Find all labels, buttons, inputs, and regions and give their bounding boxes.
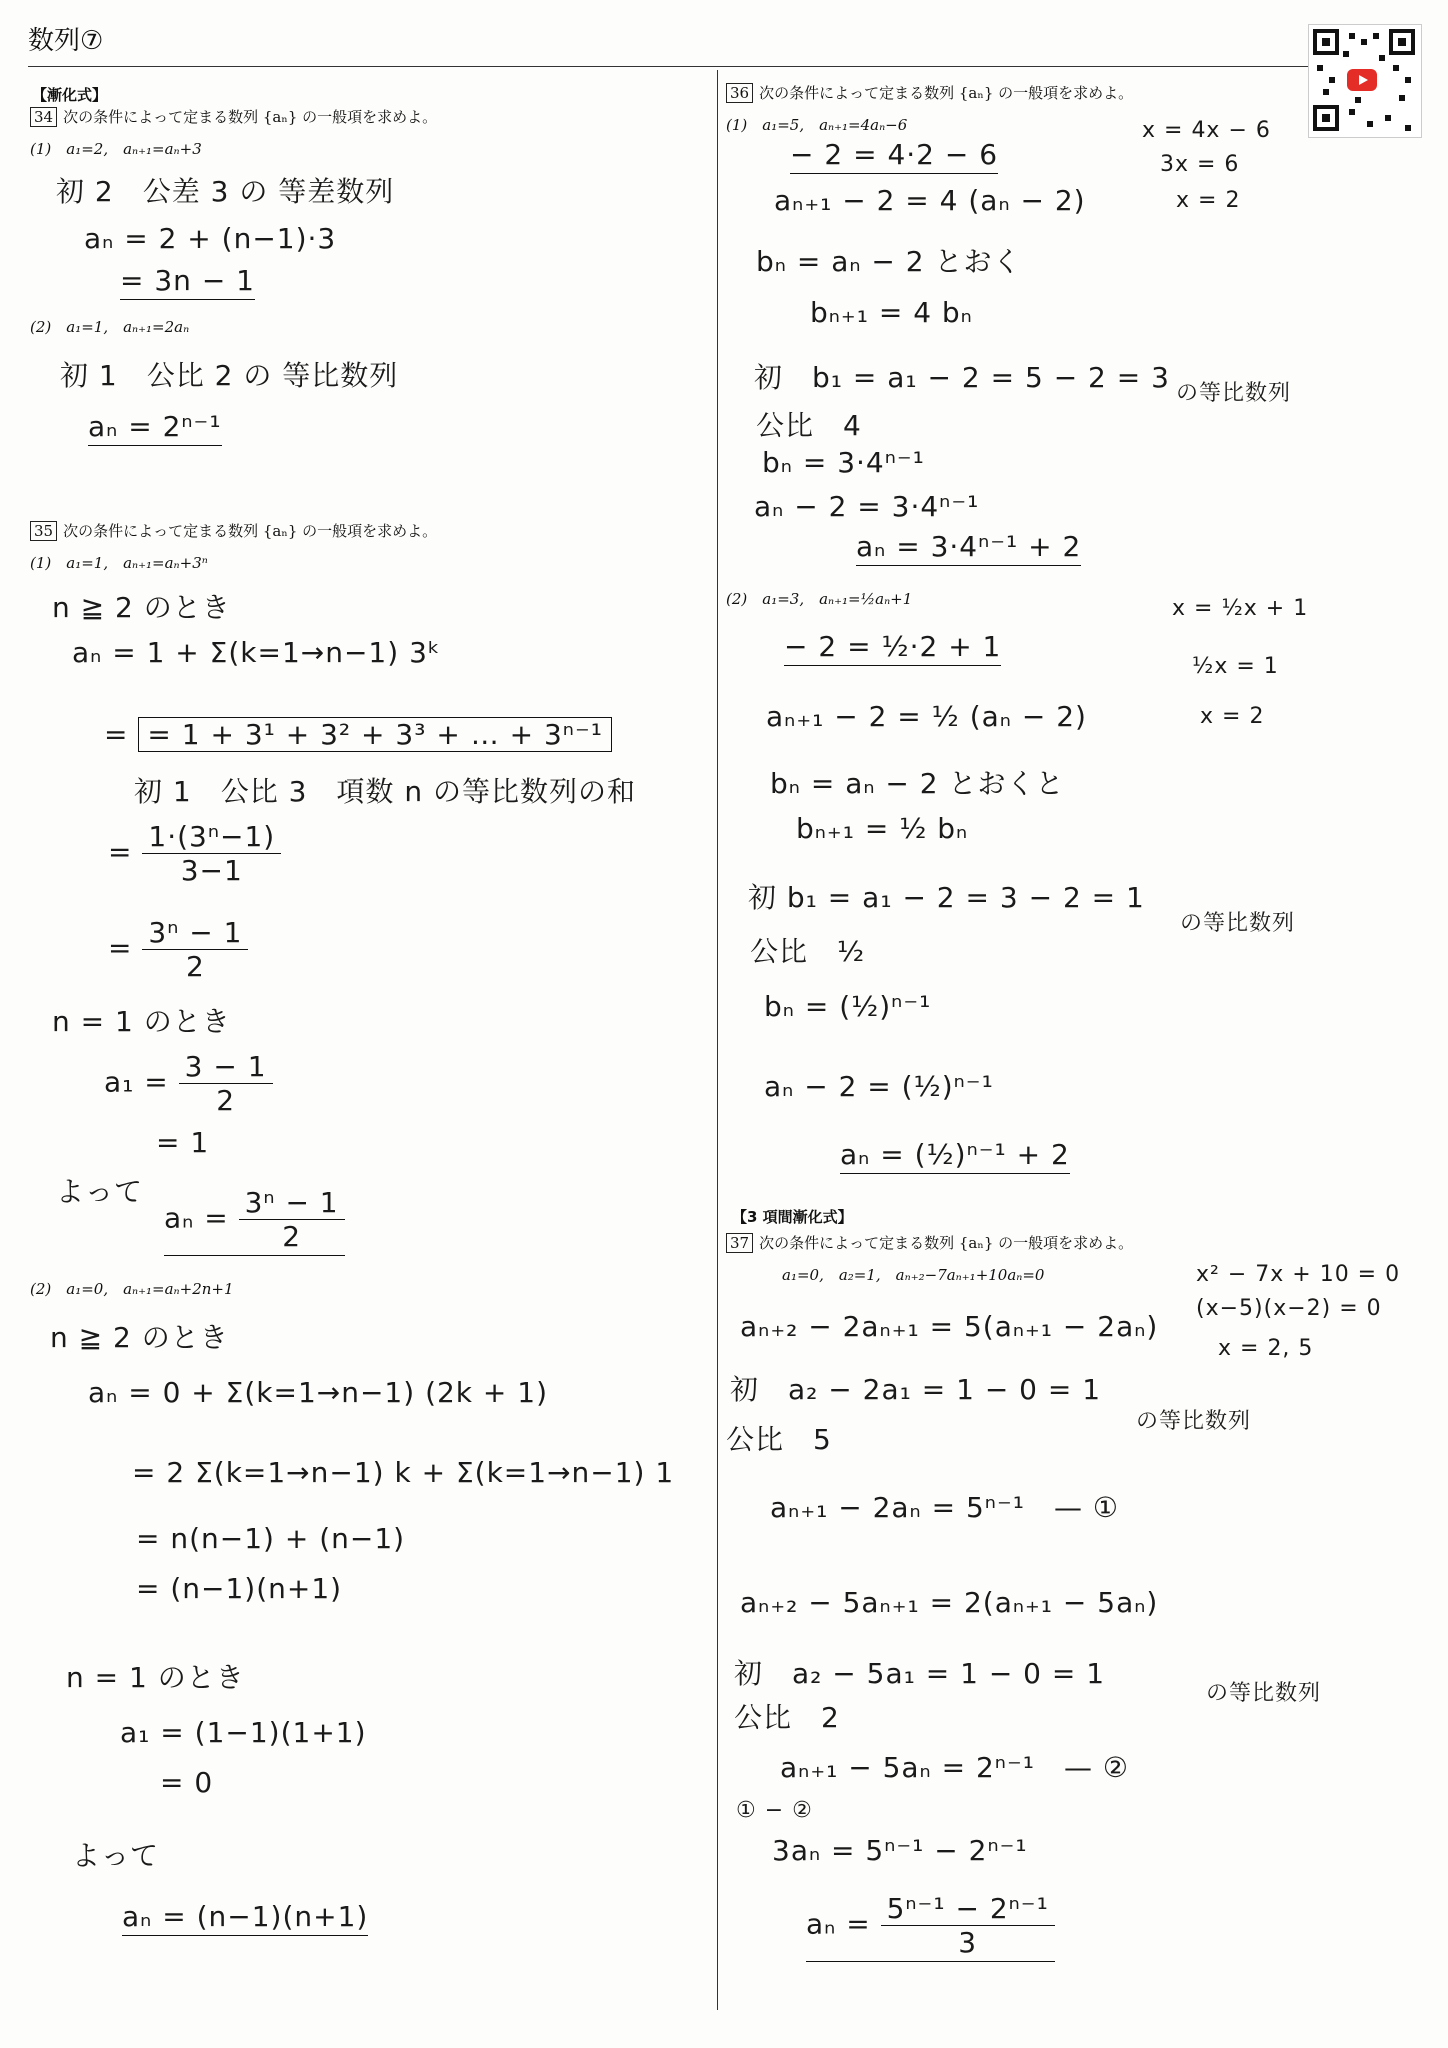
- header-rule: [28, 66, 1318, 67]
- handwritten-note: の等比数列: [1176, 381, 1292, 406]
- handwritten-line: = (n−1)(n+1): [136, 1572, 343, 1605]
- handwritten-answer: aₙ = (n−1)(n+1): [122, 1900, 368, 1936]
- handwritten-note: x² − 7x + 10 = 0: [1196, 1262, 1401, 1287]
- handwritten-note: x = 2: [1200, 704, 1265, 729]
- handwritten-note: 3x = 6: [1160, 152, 1240, 177]
- handwritten-note: の等比数列: [1136, 1409, 1252, 1434]
- handwritten-answer: aₙ = $\frac{\text{3ⁿ − 1}}{2}$: [164, 1186, 345, 1256]
- handwritten-answer: = 3n − 1: [120, 264, 255, 300]
- handwritten-line: 公比 4: [756, 409, 862, 442]
- qr-code[interactable]: [1308, 24, 1422, 138]
- handwritten-line: n = 1 のとき: [52, 1005, 231, 1038]
- handwritten-line: = 1: [156, 1126, 210, 1159]
- handwritten-line: = n(n−1) + (n−1): [136, 1522, 406, 1555]
- problem-37: 37 次の条件によって定まる数列 {aₙ} の一般項を求めよ。: [726, 1232, 1133, 1253]
- handwritten-line: n ≧ 2 のとき: [52, 591, 231, 624]
- handwritten-answer: aₙ = 3·4ⁿ⁻¹ + 2: [856, 530, 1081, 566]
- handwritten-line: bₙ = (½)ⁿ⁻¹: [764, 990, 932, 1023]
- handwritten-line: bₙ = aₙ − 2 とおくと: [770, 767, 1065, 800]
- handwritten-line: 公比 2: [734, 1701, 840, 1734]
- handwritten-line: aₙ − 2 = 3·4ⁿ⁻¹: [754, 490, 980, 523]
- handwritten-line: よって: [72, 1839, 160, 1872]
- handwritten-line: 公比 ½: [750, 935, 866, 968]
- problem-34-q1: (1) a₁=2, aₙ₊₁=aₙ+3: [30, 140, 202, 158]
- handwritten-line: 初 1 公比 3 項数 n の等比数列の和: [134, 775, 636, 808]
- handwritten-line: − 2 = 4·2 − 6: [790, 138, 998, 174]
- handwritten-line: aₙ = 0 + Σ(k=1→n−1) (2k + 1): [88, 1376, 549, 1409]
- handwritten-answer: aₙ = (½)ⁿ⁻¹ + 2: [840, 1138, 1070, 1174]
- handwritten-line: 公比 5: [726, 1423, 832, 1456]
- handwritten-line: bₙ₊₁ = 4 bₙ: [810, 296, 973, 329]
- handwritten-line: よって: [56, 1175, 144, 1208]
- section-heading: 【漸化式】: [32, 86, 108, 104]
- handwritten-line: 初 a₂ − 5a₁ = 1 − 0 = 1: [734, 1657, 1106, 1690]
- handwritten-note: の等比数列: [1206, 1681, 1322, 1706]
- handwritten-note: x = 2: [1176, 188, 1241, 213]
- handwritten-line: aₙ = 2 + (n−1)·3: [84, 222, 337, 255]
- handwritten-line: 3aₙ = 5ⁿ⁻¹ − 2ⁿ⁻¹: [772, 1834, 1028, 1867]
- problem-35: 35 次の条件によって定まる数列 {aₙ} の一般項を求めよ。: [30, 520, 437, 541]
- qr-finder: [1389, 29, 1415, 55]
- handwritten-answer: aₙ = $\frac{\text{5ⁿ⁻¹ − 2ⁿ⁻¹}}{3}$: [806, 1892, 1055, 1962]
- qr-finder: [1313, 29, 1339, 55]
- problem-34-q2: (2) a₁=1, aₙ₊₁=2aₙ: [30, 318, 190, 336]
- handwritten-fraction: a₁ = $\frac{3 - 1}{2}$: [104, 1050, 273, 1117]
- handwritten-line: − 2 = ½·2 + 1: [784, 630, 1001, 666]
- handwritten-line: a₁ = (1−1)(1+1): [120, 1716, 367, 1749]
- column-divider: [717, 70, 718, 2010]
- handwritten-fraction: = $\frac{\text{3ⁿ − 1}}{2}$: [108, 916, 248, 983]
- handwritten-note: x = ½x + 1: [1172, 596, 1309, 621]
- handwritten-answer: aₙ = 2ⁿ⁻¹: [88, 410, 222, 446]
- handwritten-line: aₙ₊₁ − 2 = 4 (aₙ − 2): [774, 184, 1086, 217]
- handwritten-note: x = 4x − 6: [1142, 118, 1271, 143]
- page-title: 数列⑦: [28, 26, 104, 56]
- handwritten-line: = 2 Σ(k=1→n−1) k + Σ(k=1→n−1) 1: [132, 1456, 675, 1489]
- handwritten-line: n = 1 のとき: [66, 1661, 245, 1694]
- handwritten-line: 初 2 公差 3 の 等差数列: [56, 175, 395, 208]
- handwritten-line: aₙ₊₁ − 2aₙ = 5ⁿ⁻¹ — ①: [770, 1491, 1119, 1524]
- handwritten-line: 初 a₂ − 2a₁ = 1 − 0 = 1: [730, 1373, 1102, 1406]
- handwritten-line: 初 1 公比 2 の 等比数列: [60, 359, 399, 392]
- problem-37-conditions: a₁=0, a₂=1, aₙ₊₂−7aₙ₊₁+10aₙ=0: [782, 1266, 1045, 1284]
- problem-36-q1: (1) a₁=5, aₙ₊₁=4aₙ−6: [726, 116, 908, 134]
- handwritten-note: (x−5)(x−2) = 0: [1196, 1296, 1382, 1321]
- handwritten-line: aₙ − 2 = (½)ⁿ⁻¹: [764, 1070, 994, 1103]
- handwritten-fraction: = $\frac{\text{1·(3ⁿ−1)}}{3-1}$: [108, 820, 281, 887]
- handwritten-line: bₙ = aₙ − 2 とおく: [756, 245, 1022, 278]
- handwritten-line: n ≧ 2 のとき: [50, 1321, 229, 1354]
- handwritten-line: aₙ₊₂ − 5aₙ₊₁ = 2(aₙ₊₁ − 5aₙ): [740, 1586, 1159, 1619]
- handwritten-line: aₙ₊₂ − 2aₙ₊₁ = 5(aₙ₊₁ − 2aₙ): [740, 1310, 1159, 1343]
- handwritten-line: = = 1 + 3¹ + 3² + 3³ + … + 3ⁿ⁻¹: [104, 718, 612, 751]
- qr-finder: [1313, 105, 1339, 131]
- handwritten-note: ½x = 1: [1192, 654, 1279, 679]
- problem-36-q2: (2) a₁=3, aₙ₊₁=½aₙ+1: [726, 590, 913, 608]
- problem-36: 36 次の条件によって定まる数列 {aₙ} の一般項を求めよ。: [726, 82, 1133, 103]
- handwritten-line: bₙ₊₁ = ½ bₙ: [796, 812, 969, 845]
- handwritten-line: 初 b₁ = a₁ − 2 = 3 − 2 = 1: [748, 881, 1145, 914]
- problem-35-q2: (2) a₁=0, aₙ₊₁=aₙ+2n+1: [30, 1280, 234, 1298]
- handwritten-line: aₙ₊₁ − 5aₙ = 2ⁿ⁻¹ — ②: [780, 1751, 1129, 1784]
- handwritten-line: = 0: [160, 1766, 214, 1799]
- handwritten-line: aₙ₊₁ − 2 = ½ (aₙ − 2): [766, 700, 1087, 733]
- handwritten-line: ① − ②: [736, 1798, 813, 1823]
- problem-34: 34 次の条件によって定まる数列 {aₙ} の一般項を求めよ。: [30, 106, 437, 127]
- youtube-icon: [1347, 69, 1377, 91]
- handwritten-line: aₙ = 1 + Σ(k=1→n−1) 3ᵏ: [72, 636, 441, 669]
- handwritten-note: の等比数列: [1180, 911, 1296, 936]
- handwritten-line: bₙ = 3·4ⁿ⁻¹: [762, 446, 925, 479]
- handwritten-note: x = 2, 5: [1218, 1336, 1314, 1361]
- section-heading: 【3 項間漸化式】: [732, 1208, 853, 1226]
- handwritten-line: 初 b₁ = a₁ − 2 = 5 − 2 = 3: [754, 361, 1170, 394]
- problem-35-q1: (1) a₁=1, aₙ₊₁=aₙ+3ⁿ: [30, 554, 208, 572]
